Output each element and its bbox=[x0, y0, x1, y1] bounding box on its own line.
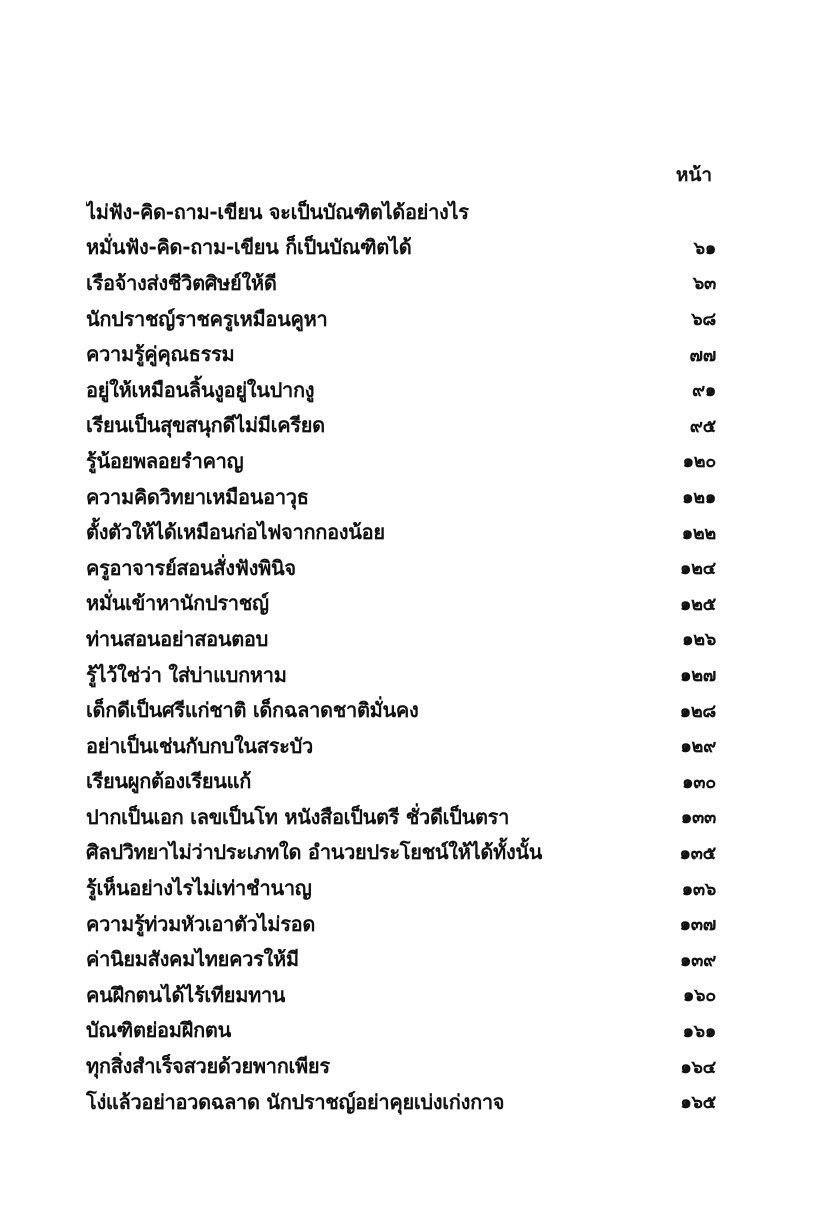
toc-entry bbox=[86, 372, 716, 408]
toc-entry-title: อย่าเป็นเช่นกับกบในสระบัว bbox=[86, 733, 313, 758]
toc-entry-title: ตั้งตัวให้ได้เหมือนก่อไฟจากกองน้อย bbox=[86, 520, 385, 545]
toc-entry-title: เรียนผูกต้องเรียนแก้ bbox=[86, 769, 252, 794]
toc-entry-page-number: ๖๑ bbox=[693, 237, 716, 259]
toc-entry-page-number: ๑๒๔ bbox=[679, 558, 716, 580]
toc-entry bbox=[86, 764, 716, 800]
toc-entry-title: ไม่ฟัง-คิด-ถาม-เขียน จะเป็นบัณฑิตได้อย่างไร bbox=[86, 199, 469, 224]
toc-entry-title: รู้น้อยพลอยรำคาญ bbox=[86, 448, 244, 473]
toc-entry bbox=[86, 906, 716, 942]
toc-entry bbox=[86, 1013, 716, 1049]
toc-entry-page-number: ๑๒๙ bbox=[680, 736, 716, 758]
toc-entry-page-number: ๑๓๓ bbox=[680, 807, 716, 829]
toc-entry-title: ปากเป็นเอก เลขเป็นโท หนังสือเป็นตรี ชั่วดีเป็นตรา bbox=[86, 804, 510, 829]
toc-entry-page-number: ๑๒๒ bbox=[681, 522, 716, 544]
toc-entry-title: รู้ไว้ใช่ว่า ใส่บ่าแบกหาม bbox=[86, 662, 287, 687]
toc-entry-title: ความรู้คู่คุณธรรม bbox=[86, 342, 235, 367]
toc-entry-title: ท่านสอนอย่าสอนตอบ bbox=[86, 626, 269, 651]
toc-entry-title: ครูอาจารย์สอนสั่งฟังพินิจ bbox=[86, 555, 296, 580]
toc-entry-page-number: ๑๒๗ bbox=[680, 665, 716, 687]
toc-entry bbox=[86, 870, 716, 906]
toc-entry bbox=[86, 621, 716, 657]
toc-entry bbox=[86, 1084, 716, 1120]
toc-entry-title: บัณฑิตย่อมฝึกตน bbox=[86, 1018, 231, 1043]
toc-entry-page-number: ๑๖๕ bbox=[680, 1092, 716, 1114]
toc-entry bbox=[86, 443, 716, 479]
toc-entry-title: หมั่นฟัง-คิด-ถาม-เขียน ก็เป็นบัณฑิตได้ bbox=[86, 235, 412, 260]
toc-entry bbox=[86, 1048, 716, 1084]
toc-entry-page-number: ๑๓๖ bbox=[681, 878, 716, 900]
toc-entry-page-number: ๑๖๔ bbox=[680, 1056, 716, 1078]
toc-entry-title: เรือจ้างส่งชีวิตศิษย์ให้ดี bbox=[86, 270, 277, 295]
toc-entry-page-number: ๑๒๐ bbox=[682, 451, 716, 473]
toc-entry-title: ความรู้ท่วมหัวเอาตัวไม่รอด bbox=[86, 911, 316, 936]
toc-entry-title: ค่านิยมสังคมไทยควรให้มี bbox=[86, 947, 299, 972]
toc-entry bbox=[86, 799, 716, 835]
toc-entry-title: เด็กดีเป็นศรีแก่ชาติ เด็กฉลาดชาติมั่นคง bbox=[86, 698, 419, 723]
toc-entry bbox=[86, 977, 716, 1013]
toc-entry bbox=[86, 728, 716, 764]
toc-entry-page-number: ๗๗ bbox=[689, 344, 716, 366]
toc-entry-page-number: ๑๒๖ bbox=[682, 629, 716, 651]
toc-entry-page-number: ๑๒๘ bbox=[679, 700, 716, 722]
page-column-header: หน้า bbox=[675, 164, 712, 186]
toc-entry bbox=[86, 692, 716, 728]
toc-entry bbox=[86, 301, 716, 337]
toc-entry bbox=[86, 265, 716, 301]
toc-entry bbox=[86, 230, 716, 266]
toc-entry-title: คนฝึกตนได้ไร้เทียมทาน bbox=[86, 982, 286, 1007]
table-of-contents bbox=[86, 194, 716, 1119]
toc-entry bbox=[86, 586, 716, 622]
toc-entry-title: รู้เห็นอย่างไรไม่เท่าชำนาญ bbox=[86, 876, 312, 901]
toc-entry-page-number: ๑๓๐ bbox=[682, 771, 716, 793]
toc-entry bbox=[86, 657, 716, 693]
toc-entry bbox=[86, 479, 716, 515]
toc-entry-title: หมั่นเข้าหานักปราชญ์ bbox=[86, 591, 269, 616]
toc-entry bbox=[86, 941, 716, 977]
toc-entry-page-number: ๑๓๙ bbox=[679, 949, 716, 971]
toc-entry-page-number: ๑๓๕ bbox=[679, 842, 716, 864]
toc-entry-title: ความคิดวิทยาเหมือนอาวุธ bbox=[86, 484, 309, 509]
toc-entry-page-number: ๖๘ bbox=[691, 309, 716, 331]
toc-entry-title: ศิลปวิทยาไม่ว่าประเภทใด อำนวยประโยชน์ให้ได้ทั้งนั้น bbox=[86, 840, 543, 865]
toc-entry-page-number: ๑๒๕ bbox=[679, 593, 716, 615]
toc-entry-title: เรียนเป็นสุขสนุกดีไม่มีเครียด bbox=[86, 413, 325, 438]
toc-entry-title: นักปราชญ์ราชครูเหมือนคูหา bbox=[86, 306, 328, 331]
toc-entry-title: ทุกสิ่งสำเร็จสวยด้วยพากเพียร bbox=[86, 1054, 330, 1079]
toc-entry bbox=[86, 550, 716, 586]
toc-entry bbox=[86, 408, 716, 444]
toc-entry-page-number: ๑๖๑ bbox=[682, 1020, 716, 1042]
toc-entry bbox=[86, 194, 716, 230]
toc-entry bbox=[86, 835, 716, 871]
toc-entry-title: โง่แล้วอย่าอวดฉลาด นักปราชญ์อย่าคุยเบ่งเก่งกาจ bbox=[86, 1089, 505, 1114]
toc-entry-page-number: ๑๖๐ bbox=[683, 985, 716, 1007]
toc-entry-page-number: ๙๕ bbox=[689, 415, 716, 437]
toc-entry bbox=[86, 514, 716, 550]
toc-entry-page-number: ๑๓๗ bbox=[679, 914, 716, 936]
toc-entry-page-number: ๖๓ bbox=[692, 273, 716, 295]
toc-entry-title: อยู่ให้เหมือนลิ้นงูอยู่ในปากงู bbox=[86, 377, 315, 402]
toc-entry-page-number: ๙๑ bbox=[691, 380, 716, 402]
toc-entry-page-number: ๑๒๑ bbox=[682, 487, 716, 509]
toc-entry bbox=[86, 336, 716, 372]
